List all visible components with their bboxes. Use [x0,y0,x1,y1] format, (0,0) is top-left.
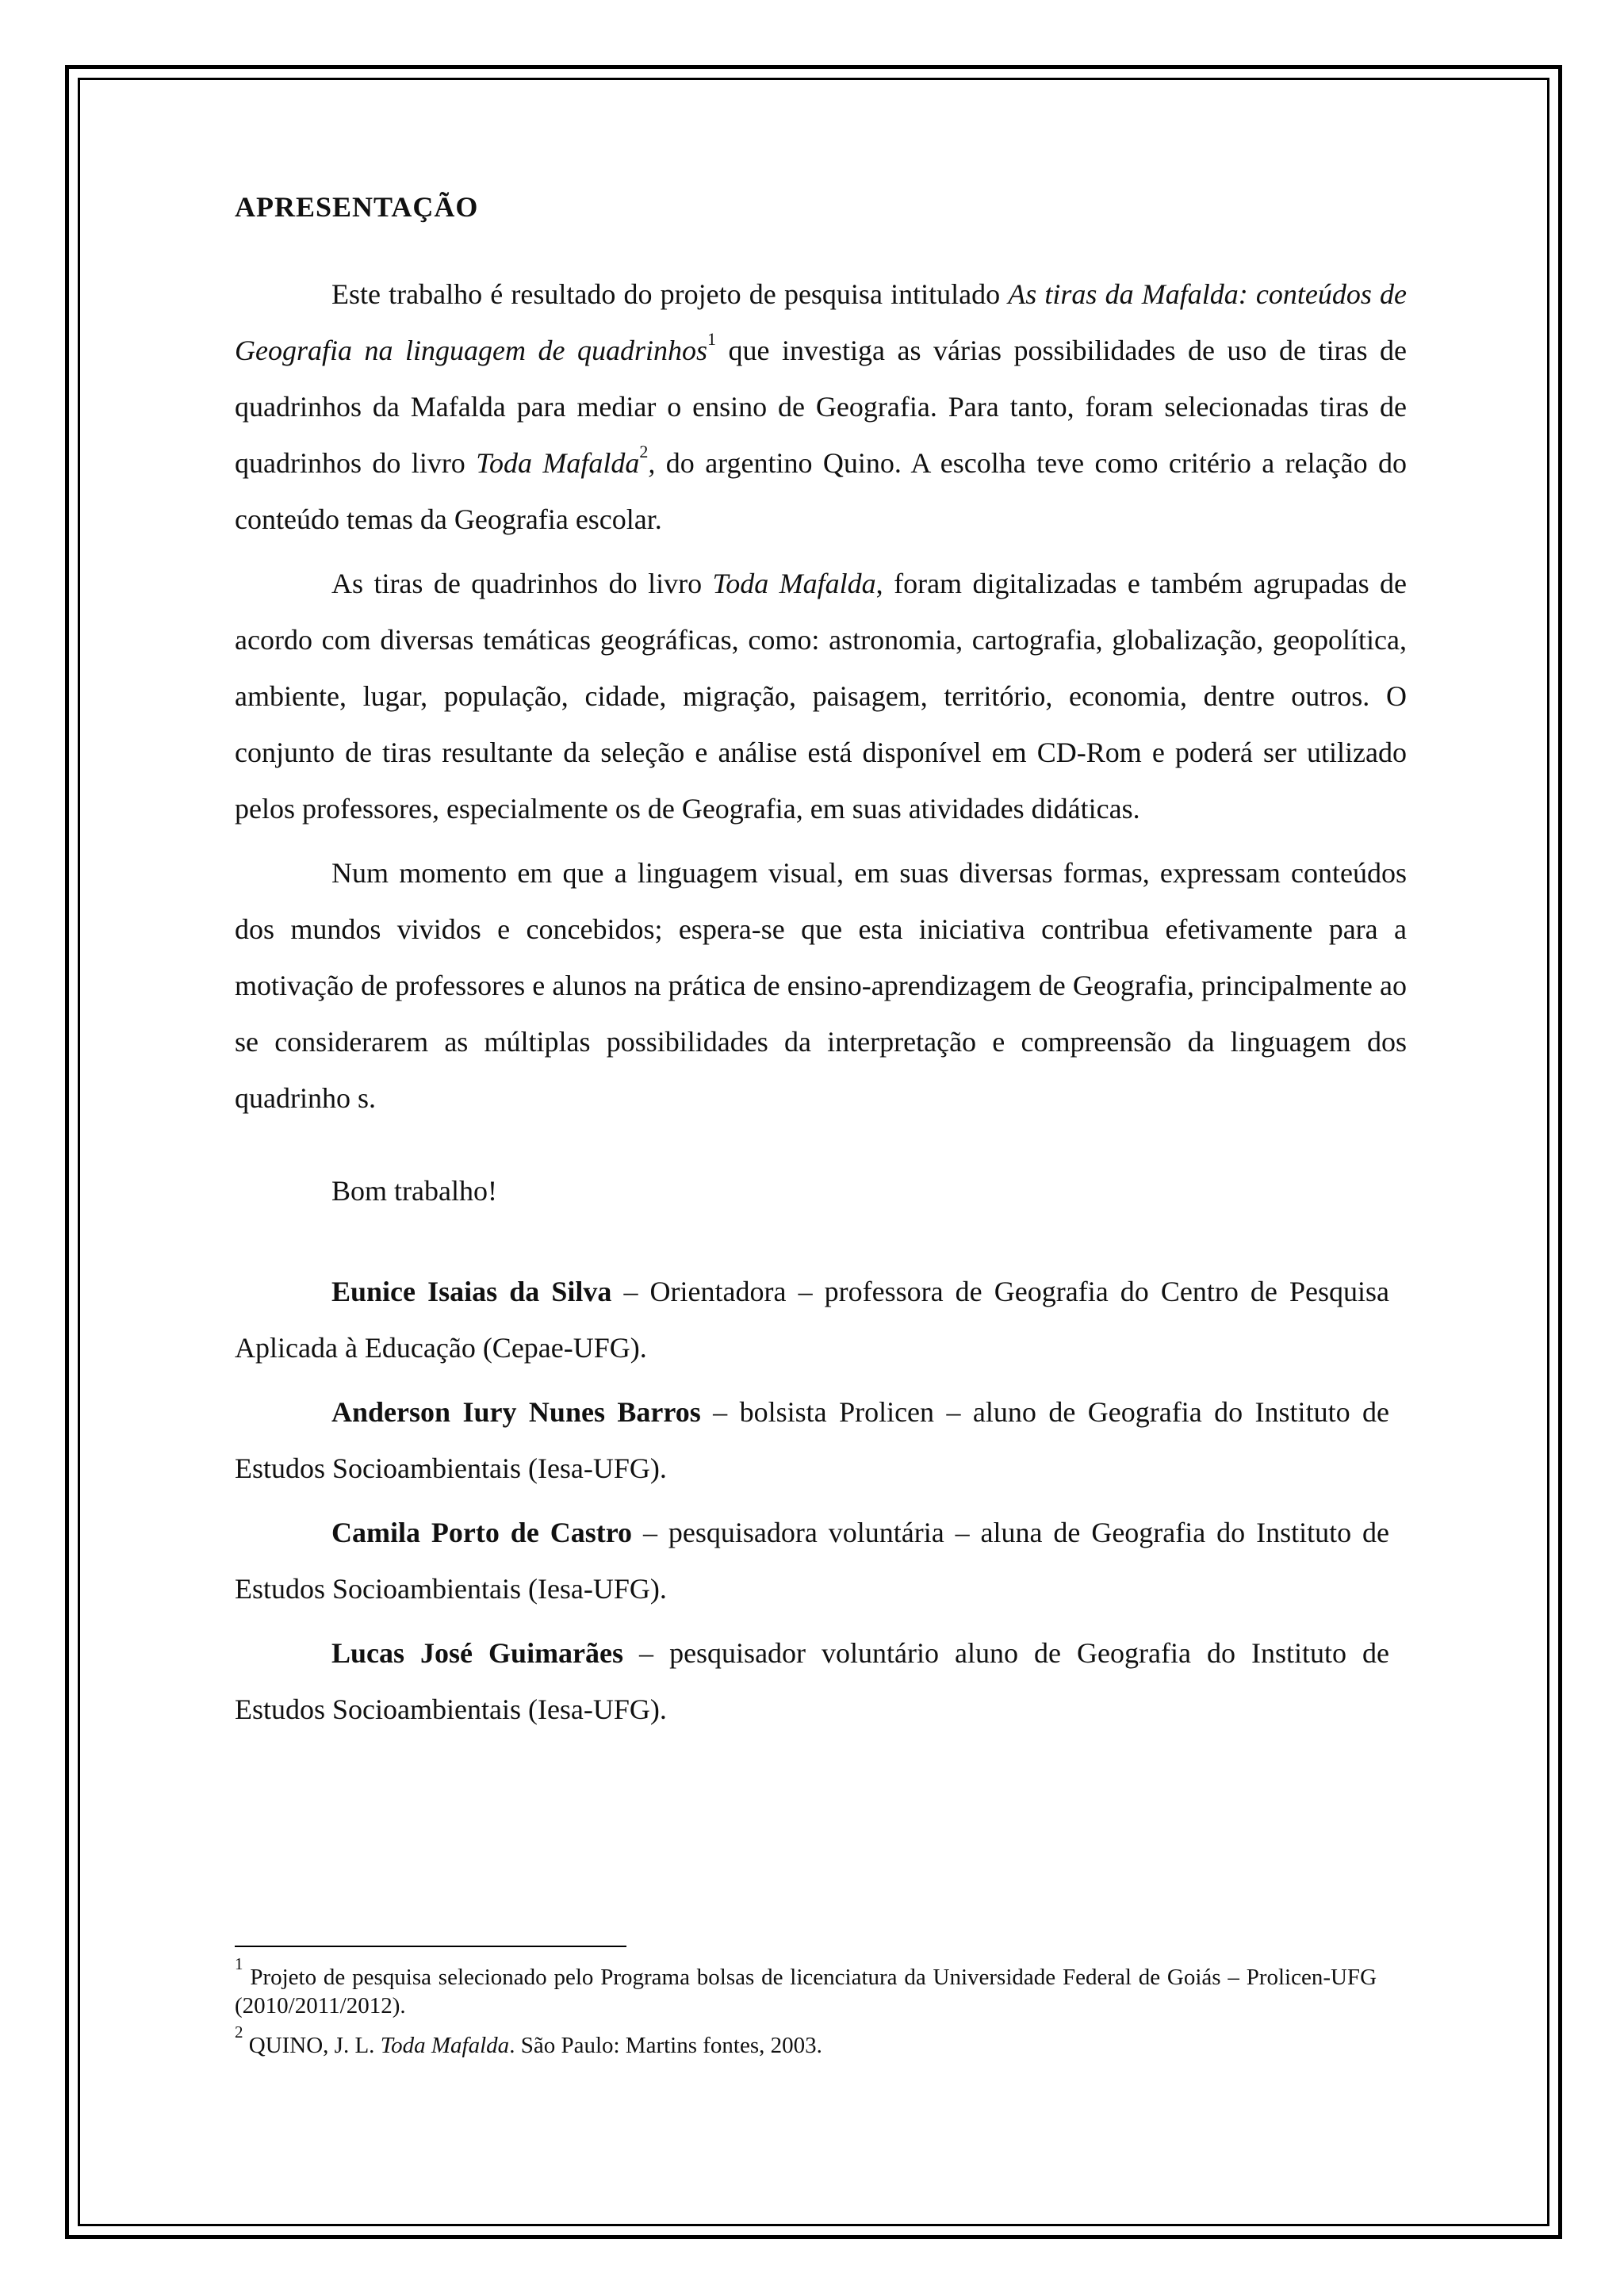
book-title: Toda Mafalda [476,447,640,479]
footnotes [235,1954,1377,2071]
paragraph-2-text-b: , foram digitalizadas e também agrupadas de acordo com diversas temáticas geográficas, como: astronomia, cartografia, globalização, geopolítica, ambiente, lugar, população, cidade, migração, paisagem, território, economia, dentre outros. O conjunto de tiras resultante da seleção e análise está disponível em CD-Rom e poderá ser utilizado pelos professores, especialmente os de Geografia, em suas atividades didáticas. [235,568,1407,825]
footnote-number: 2 [235,2022,243,2042]
credit-name: Eunice Isaias da Silva [331,1276,612,1307]
document-body [235,190,1407,1738]
paragraph-3: Num momento em que a linguagem visual, em suas diversas formas, expressam conteúdos dos mundos vividos e concebidos; espera-se que esta iniciativa contribua efetivamente para a motivação de professores e alunos na prática de ensino-aprendizagem de Geografia, principalmente ao se considerarem as múltiplas possibilidades da interpretação e compreensão da linguagem dos quadrinho s. [235,857,1407,1114]
credit-name: Anderson Iury Nunes Barros [331,1396,701,1428]
paragraph-1-text-c: do argentino Quino. A escolha teve como critério a relação do conteúdo temas da Geografia escolar. [235,447,1407,535]
credit-role: – pesquisador voluntário aluno de Geografia do Instituto de Estudos Socioambientais (Iesa-UFG). [235,1637,1389,1725]
credit-name: Lucas José Guimarães [331,1637,624,1669]
footnote-2 [235,2022,1377,2060]
book-title-comma: , [648,447,656,479]
paragraph-1 [235,266,1407,548]
credit-role: – pesquisadora voluntária – aluna de Geografia do Instituto de Estudos Socioambientais (Iesa-UFG). [235,1517,1389,1605]
project-title: As tiras da Mafalda: conteúdos de Geografia na linguagem de quadrinhos [235,278,1407,366]
book-title: Toda Mafalda [712,568,876,599]
credit-item [235,1625,1407,1738]
footnote-text: Projeto de pesquisa selecionado pelo Programa bolsas de licenciatura da Universidade Federal de Goiás – Prolicen-UFG (2010/2011/2012). [235,1965,1377,2019]
credit-item [235,1505,1407,1617]
footnote-text: QUINO, J. L. [248,2033,381,2058]
footnote-ref-1: 1 [707,329,717,349]
credit-role: – Orientadora – professora de Geografia do Centro de Pesquisa Aplicada à Educação (Cepae-UFG). [235,1276,1389,1364]
paragraph-1-text-a: Este trabalho é resultado do projeto de pesquisa intitulado [331,278,1009,310]
paragraph-2-text-a: As tiras de quadrinhos do livro [331,568,713,599]
footnote-book-title: Toda Mafalda [380,2033,510,2058]
credit-item [235,1384,1407,1497]
paragraph-1-text-b: que investiga as várias possibilidades de uso de tiras de quadrinhos da Mafalda para mediar o ensino de Geografia. Para tanto, foram selecionadas tiras de quadrinhos do livro [235,335,1407,479]
credit-item [235,1264,1407,1376]
footnote-ref-2: 2 [639,442,649,461]
footnote-text: . São Paulo: Martins fontes, 2003. [509,2033,822,2058]
footnote-number: 1 [235,1954,243,1974]
credit-name: Camila Porto de Castro [331,1517,633,1548]
footnote-separator [235,1946,626,1947]
paragraph-2 [235,556,1407,837]
credit-role: – bolsista Prolicen – aluno de Geografia do Instituto de Estudos Socioambientais (Iesa-UFG). [235,1396,1389,1484]
section-heading: APRESENTAÇÃO [235,191,479,223]
footnote-1 [235,1954,1377,2020]
signoff: Bom trabalho! [331,1175,497,1207]
